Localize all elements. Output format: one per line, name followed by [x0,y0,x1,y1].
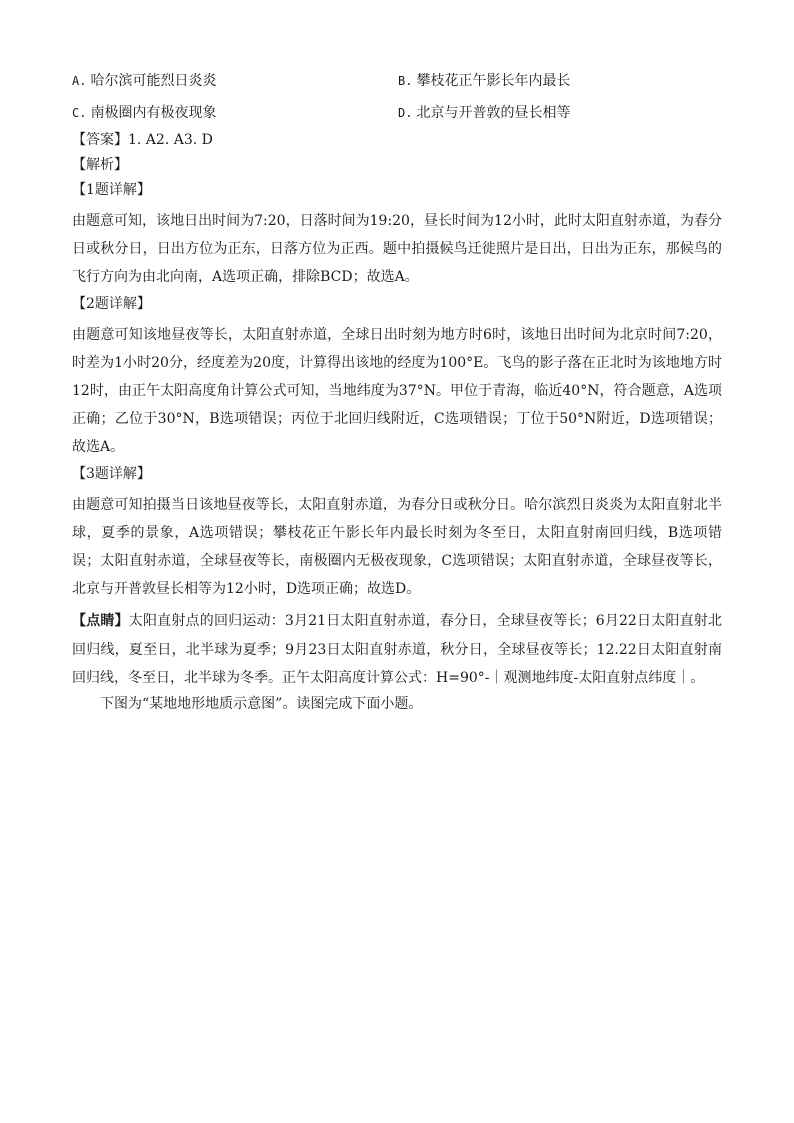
option-a-text: 哈尔滨可能烈日炎炎 [90,73,217,89]
tip-text: 太阳直射点的回归运动：3月21日太阳直射赤道，春分日，全球昼夜等长；6月22日太阳直射北回归线，夏至日，北半球为夏季；9月23日太阳直射赤道，秋分日，全球昼夜等长；12.22日太阳直射南回归线，冬至日，北半球为冬季。正午太阳高度计算公式：H=90°-｜观测地纬度-太阳直射点纬度｜。 [72,613,722,686]
q1-explanation: 由题意可知，该地日出时间为7:20，日落时间为19:20，昼长时间为12小时，此时太阳直射赤道，为春分日或秋分日，日出方位为正东，日落方位为正西。题中拍摄候鸟迁徙照片是日出，日出为正东，那候鸟的飞行方向为由北向南，A选项正确，排除BCD；故选A。 [72,213,722,286]
option-d [398,102,724,122]
option-b-letter: B. [398,74,413,88]
option-c-letter: C. [72,106,87,120]
option-b-text: 攀枝花正午影长年内最长 [416,73,571,89]
options-row-2 [72,96,732,128]
option-d-letter: D. [398,106,413,120]
option-b [398,70,724,90]
tip-label: 【点睛】 [72,613,129,630]
option-a-letter: A. [72,74,87,88]
q3-explanation: 由题意可知拍摄当日该地昼夜等长，太阳直射赤道，为春分日或秋分日。哈尔滨烈日炎炎为太阳直射北半球，夏季的景象，A选项错误；攀枝花正午影长年内最长时刻为冬至日，太阳直射南回归线，B选项错误；太阳直射赤道，全球昼夜等长，南极圈内无极夜现象，C选项错误；太阳直射赤道，全球昼夜等长，北京与开普敦昼长相等为12小时，D选项正确；故选D。 [72,496,722,598]
option-c [72,102,398,122]
option-d-text: 北京与开普敦的昼长相等 [416,105,571,121]
analysis-heading: 【解析】 [72,157,128,173]
solution-content [72,128,722,717]
q3-heading: 【3题详解】 [72,465,151,482]
answer-options [72,64,732,128]
q2-heading: 【2题详解】 [72,295,151,312]
answer-line [72,128,722,153]
next-question-intro: 下图为“某地地形地质示意图”。读图完成下面小题。 [100,696,423,713]
q2-explanation: 由题意可知该地昼夜等长，太阳直射赤道，全球日出时刻为地方时6时，该地日出时间为北京时间7:20，时差为1小时20分，经度差为20度，计算得出该地的经度为100°E。飞鸟的影子落在正北时为该地地方时12时，由正午太阳高度角计算公式可知，当地纬度为37°N。甲位于青海，临近40°N，符合题意，A选项正确；乙位于30°N，B选项错误；丙位于北回归线附近，C选项错误；丁位于50°N附近，D选项错误；故选A。 [72,326,722,456]
answer-label: 【答案】 [72,132,128,148]
option-c-text: 南极圈内有极夜现象 [90,105,217,121]
option-a [72,70,398,90]
answer-text: 1. A2. A3. D [128,132,213,148]
q1-heading: 【1题详解】 [72,182,151,198]
options-row-1 [72,64,732,96]
tip-paragraph [72,607,722,692]
